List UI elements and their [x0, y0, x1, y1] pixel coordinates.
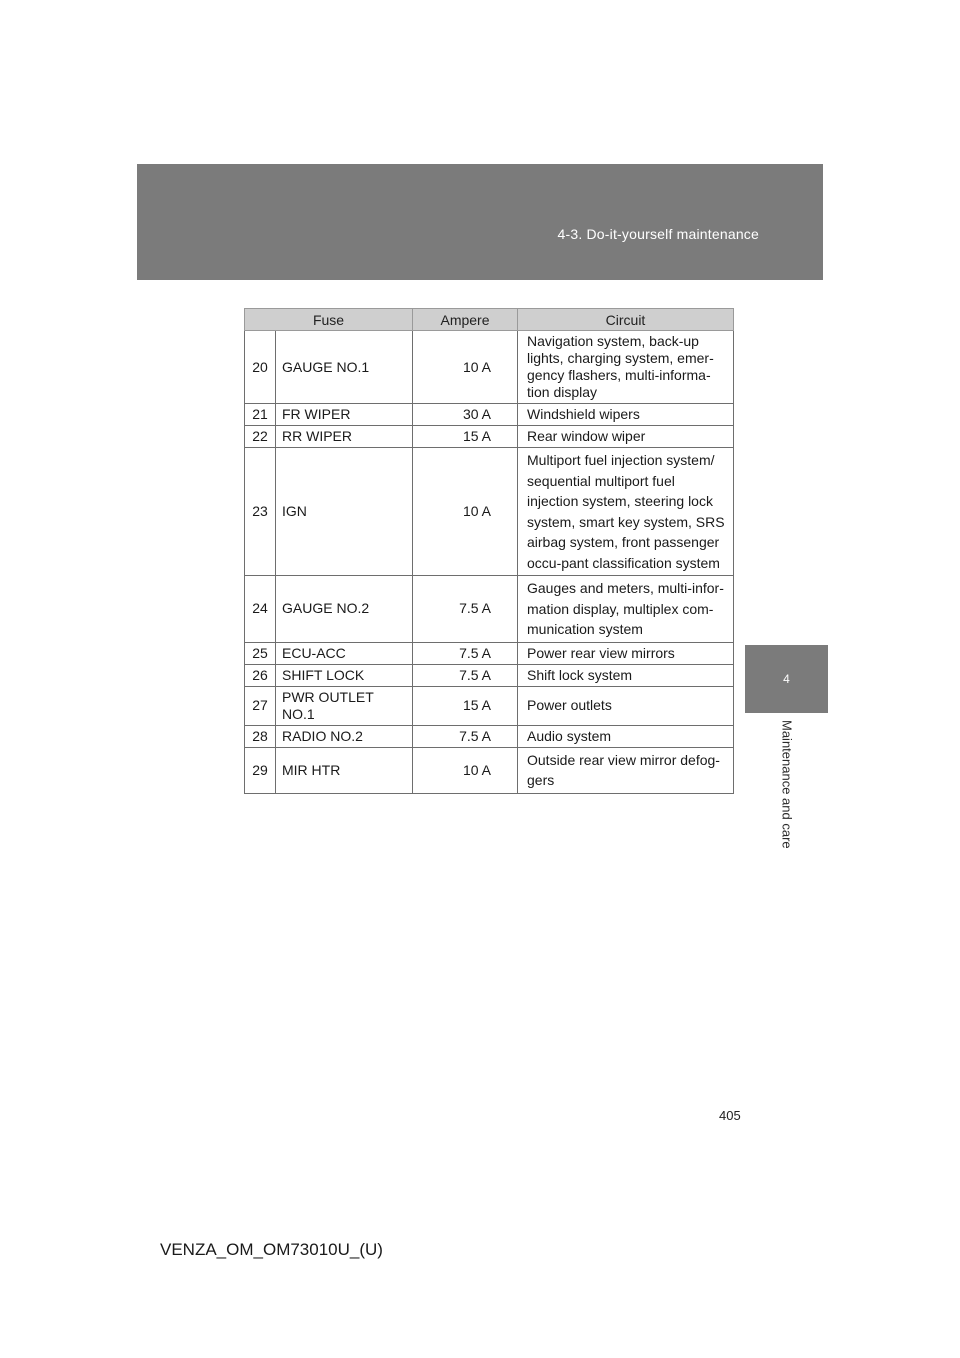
fuse-circuit: Navigation system, back-up lights, charging system, emer-gency flashers, multi-informa-tion display	[518, 331, 734, 404]
section-title: 4-3. Do-it-yourself maintenance	[557, 226, 759, 242]
fuse-name: GAUGE NO.1	[276, 331, 413, 404]
header-band	[137, 164, 823, 280]
table-row	[245, 642, 734, 664]
fuse-name: IGN	[276, 448, 413, 576]
fuse-circuit: Multiport fuel injection system/ sequential multiport fuel injection system, steering lock system, smart key system, SRS airbag system, front passenger occu-pant classification system	[518, 448, 734, 576]
chapter-label: Maintenance and care	[779, 720, 795, 849]
table-row	[245, 747, 734, 793]
fuse-name: SHIFT LOCK	[276, 664, 413, 686]
fuse-name: RADIO NO.2	[276, 725, 413, 747]
fuse-name: ECU-ACC	[276, 642, 413, 664]
table-row	[245, 331, 734, 404]
table-row	[245, 426, 734, 448]
table-row	[245, 404, 734, 426]
fuse-circuit: Power rear view mirrors	[518, 642, 734, 664]
fuse-ampere: 7.5 A	[413, 642, 518, 664]
column-header-circuit: Circuit	[518, 309, 734, 331]
fuse-ampere: 7.5 A	[413, 725, 518, 747]
fuse-circuit: Shift lock system	[518, 664, 734, 686]
fuse-ampere: 10 A	[413, 448, 518, 576]
fuse-name: FR WIPER	[276, 404, 413, 426]
fuse-name: RR WIPER	[276, 426, 413, 448]
chapter-tab	[745, 645, 828, 713]
fuse-name: MIR HTR	[276, 747, 413, 793]
column-header-fuse: Fuse	[245, 309, 413, 331]
fuse-ampere: 30 A	[413, 404, 518, 426]
fuse-number: 27	[245, 686, 276, 725]
table-row	[245, 725, 734, 747]
fuse-ampere: 7.5 A	[413, 664, 518, 686]
table-row	[245, 686, 734, 725]
fuse-number: 29	[245, 747, 276, 793]
table-row	[245, 448, 734, 576]
fuse-circuit: Windshield wipers	[518, 404, 734, 426]
fuse-number: 28	[245, 725, 276, 747]
document-code: VENZA_OM_OM73010U_(U)	[160, 1240, 383, 1259]
fuse-circuit: Audio system	[518, 725, 734, 747]
fuse-ampere: 15 A	[413, 686, 518, 725]
fuse-number: 24	[245, 576, 276, 643]
fuse-name: PWR OUTLET NO.1	[276, 686, 413, 725]
fuse-circuit: Outside rear view mirror defog-gers	[518, 747, 734, 793]
table-row	[245, 664, 734, 686]
fuse-name: GAUGE NO.2	[276, 576, 413, 643]
page-number: 405	[719, 1108, 741, 1123]
fuse-ampere: 7.5 A	[413, 576, 518, 643]
fuse-circuit: Rear window wiper	[518, 426, 734, 448]
fuse-number: 26	[245, 664, 276, 686]
fuse-ampere: 15 A	[413, 426, 518, 448]
fuse-ampere: 10 A	[413, 747, 518, 793]
fuse-ampere: 10 A	[413, 331, 518, 404]
fuse-number: 22	[245, 426, 276, 448]
fuse-number: 23	[245, 448, 276, 576]
fuse-circuit: Gauges and meters, multi-infor-mation display, multiplex com-munication system	[518, 576, 734, 643]
fuse-number: 25	[245, 642, 276, 664]
table-row	[245, 576, 734, 643]
chapter-number: 4	[783, 672, 790, 686]
fuse-number: 21	[245, 404, 276, 426]
table-header-row	[245, 309, 734, 331]
fuse-table	[244, 308, 734, 794]
fuse-number: 20	[245, 331, 276, 404]
column-header-ampere: Ampere	[413, 309, 518, 331]
fuse-circuit: Power outlets	[518, 686, 734, 725]
